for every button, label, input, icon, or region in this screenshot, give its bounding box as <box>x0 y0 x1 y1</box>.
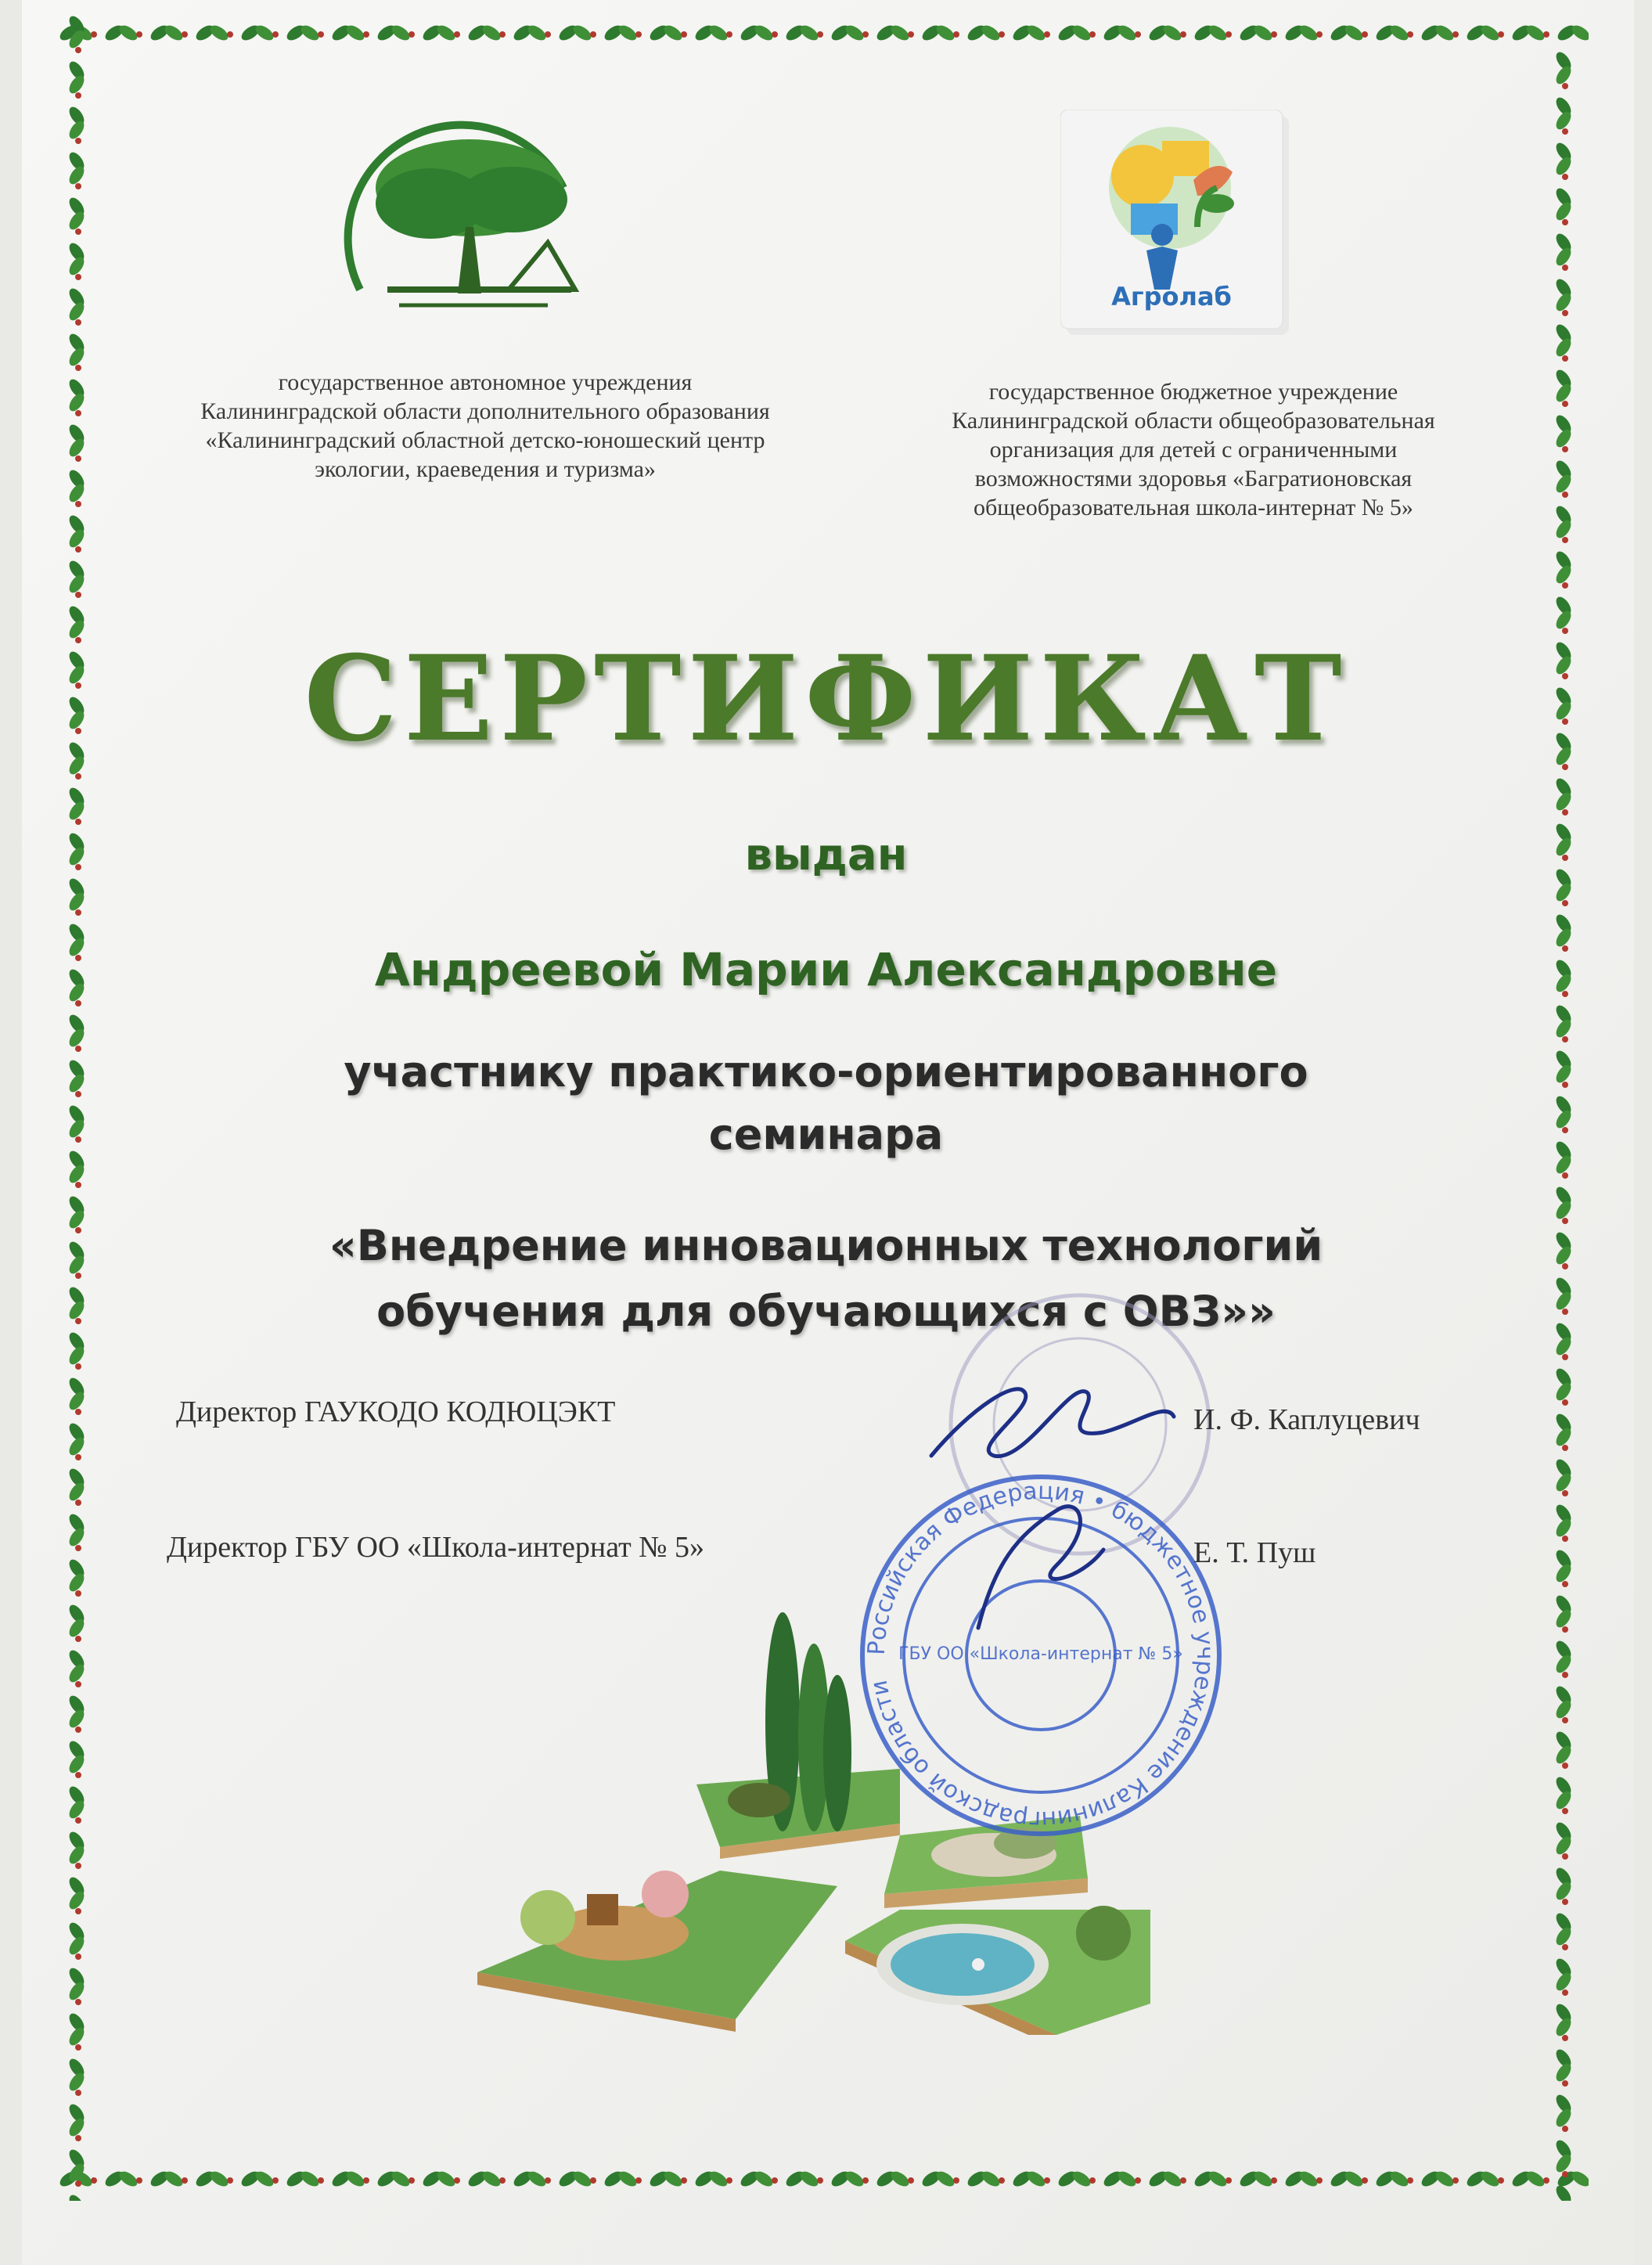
agrolab-label: Агролаб <box>1111 282 1232 311</box>
signatory-1-title: Директор ГАУКОДО КОДЮЦЭКТ <box>176 1395 616 1428</box>
org-right-line: Калининградской области общеобразовательная <box>952 408 1435 434</box>
seminar-line: «Внедрение инновационных технологий <box>329 1221 1323 1270</box>
ecology-center-logo <box>313 94 610 352</box>
role-line: участнику практико-ориентированного <box>344 1047 1308 1096</box>
org-left-line: государственное автономное учреждения <box>278 369 693 395</box>
signatory-2-name: Е. Т. Пуш <box>1193 1536 1316 1569</box>
org-right-line: возможностями здоровья «Багратионовская <box>974 466 1413 492</box>
org-left-line: «Калининградский областной детско-юношеский центр <box>205 427 765 453</box>
seminar-line: обучения для обучающихся с ОВЗ»» <box>376 1287 1276 1336</box>
stamp-center-text: ГБУ ОО «Школа-интернат № 5» <box>898 1644 1183 1664</box>
organizer-left-description <box>125 368 845 484</box>
stamp-ring-text: Российская Федерация • бюджетное учреждение Калининградской области <box>862 1477 1219 1834</box>
decorative-border-top <box>55 11 1589 55</box>
org-right-line: общеобразовательная школа-интернат № 5» <box>974 495 1413 520</box>
issued-label: выдан <box>744 830 908 880</box>
participant-role <box>0 1041 1652 1166</box>
org-right-line: государственное бюджетное учреждение <box>988 379 1398 405</box>
handwritten-signature <box>900 1331 1197 1659</box>
signatory-1-name: И. Ф. Каплуцевич <box>1193 1403 1420 1436</box>
seminar-title <box>0 1213 1652 1345</box>
org-left-line: Калининградской области дополнительного образования <box>200 398 770 424</box>
signatory-2-title: Директор ГБУ ОО «Школа-интернат № 5» <box>167 1531 705 1564</box>
organizer-right-description <box>869 377 1518 522</box>
decorative-border-bottom <box>55 2157 1589 2201</box>
role-line: семинара <box>708 1110 944 1159</box>
certificate-title: СЕРТИФИКАТ <box>304 630 1348 768</box>
recipient-name: Андреевой Марии Александровне <box>374 943 1278 996</box>
org-left-line: экологии, краеведения и туризма» <box>315 456 656 482</box>
org-right-line: организация для детей с ограниченными <box>989 437 1398 463</box>
